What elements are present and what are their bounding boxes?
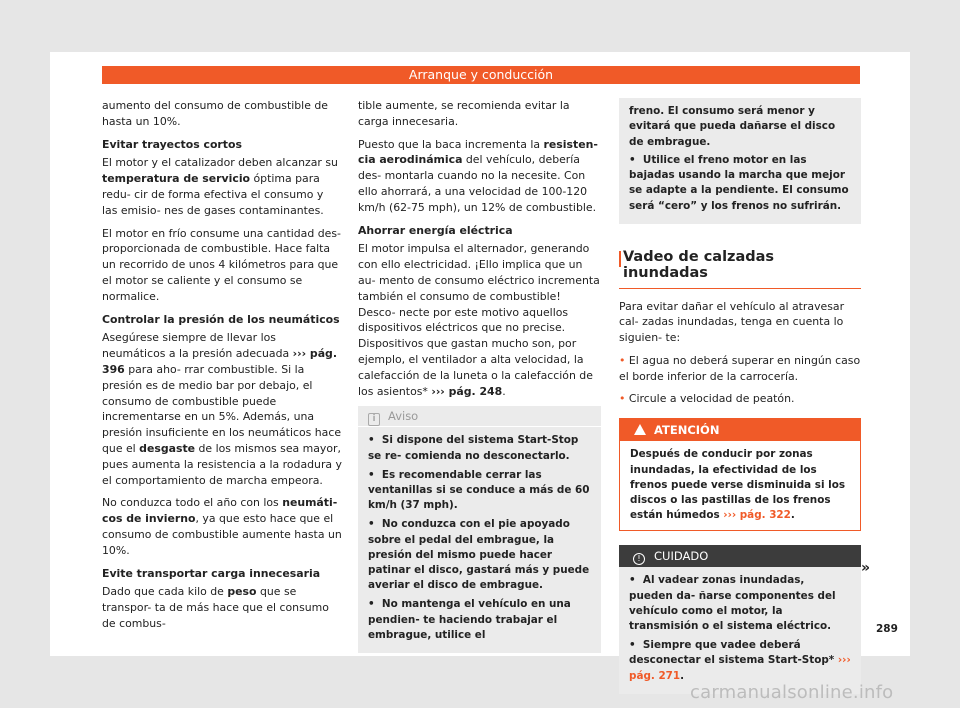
text: El motor y el catalizador deben alcanzar su bbox=[102, 156, 338, 170]
list-item bbox=[368, 597, 591, 643]
subheading-short-trips: Evitar trayectos cortos bbox=[102, 137, 242, 151]
page-reference-link[interactable]: ››› pág. 396 bbox=[102, 347, 337, 376]
caution-circle-icon: ! bbox=[633, 553, 645, 565]
text: No conduzca todo el año con los bbox=[102, 496, 283, 510]
list-item bbox=[368, 433, 591, 463]
bullet-icon: • bbox=[368, 434, 375, 447]
list-item-text: Circule a velocidad de peatón. bbox=[628, 391, 795, 405]
bullet-icon: • bbox=[368, 598, 375, 611]
chapter-header: Arranque y conducción bbox=[102, 66, 860, 84]
list-item-text: Al vadear zonas inundadas, pueden da- ñarse componentes del vehículo como el motor, la transmisión o el sistema eléctrico. bbox=[629, 574, 836, 633]
paragraph: aumento del consumo de combustible de hasta un 10%. bbox=[102, 99, 328, 128]
page-reference-link[interactable]: ››› pág. 322 bbox=[723, 509, 791, 522]
caution-body bbox=[619, 567, 861, 693]
paragraph bbox=[102, 584, 342, 631]
list-item-text: Utilice el freno motor en las bajadas usando la marcha que mejor se adapte a la pendiente. El consumo será “cero” y los frenos no sufrirán. bbox=[629, 153, 849, 212]
paragraph bbox=[102, 155, 342, 218]
bullet-icon: • bbox=[368, 468, 375, 481]
note-body bbox=[358, 427, 601, 653]
list-item bbox=[629, 638, 851, 684]
paragraph: tible aumente, se recomienda evitar la carga innecesaria. bbox=[358, 99, 570, 128]
bold-text: desgaste bbox=[139, 441, 196, 455]
subheading-tire-pressure: Controlar la presión de los neumáticos bbox=[102, 312, 340, 326]
list-item-text: Si dispone del sistema Start-Stop se re- comienda no desconectarlo. bbox=[368, 434, 579, 462]
warning-title: ATENCIÓN bbox=[654, 423, 720, 438]
text: del vehículo, debería des- montarla cuando no la necesite. Con ello ahorrará, a una velocidad de 100-120 km/h (62-75 mph), un 12% de combustible. bbox=[358, 153, 597, 214]
watermark: carmanualsonline.info bbox=[690, 682, 894, 703]
note-header bbox=[358, 406, 601, 427]
subheading-unnecessary-load: Evite transportar carga innecesaria bbox=[102, 566, 321, 580]
info-icon: i bbox=[368, 413, 380, 426]
column-2 bbox=[358, 98, 601, 653]
column-3 bbox=[619, 98, 861, 694]
list-item bbox=[629, 153, 851, 214]
caution-title: CUIDADO bbox=[654, 549, 709, 564]
paragraph: El motor en frío consume una cantidad des- proporcionada de combustible. Hace falta un recorrido de unos 4 kilómetros para que el motor se caliente y el consumo se normalice. bbox=[102, 226, 341, 303]
bullet-icon: • bbox=[619, 391, 626, 405]
paragraph bbox=[102, 330, 342, 488]
text: Puesto que la baca incrementa la bbox=[358, 137, 544, 151]
text: para aho- rrar combustible. Si la presión es de medio bar por debajo, el consumo de combustible puede incrementarse en un 5%. Además, una presión insuficiente en los neumáticos hace que el bbox=[102, 362, 342, 455]
warning-body bbox=[620, 441, 860, 530]
bullet-icon: • bbox=[368, 518, 375, 531]
paragraph bbox=[358, 241, 601, 399]
list-item-text: Es recomendable cerrar las ventanillas si se conduce a más de 60 km/h (37 mph). bbox=[368, 468, 590, 512]
list-item bbox=[368, 517, 591, 593]
text: óptima para redu- cir de forma efectiva el consumo y las emisio- nes de gases contaminantes. bbox=[102, 172, 324, 217]
bold-text: neumáti- cos de invierno bbox=[102, 496, 338, 526]
list-item bbox=[619, 391, 861, 407]
column-1 bbox=[102, 98, 342, 639]
section-title: Vadeo de calzadas inundadas bbox=[619, 250, 861, 289]
list-item-text: No mantenga el vehículo en una pendien- te haciendo trabajar el embrague, utilice el bbox=[368, 598, 571, 641]
warning-triangle-icon bbox=[634, 424, 646, 435]
bold-text: resisten- cia aerodinámica bbox=[358, 137, 598, 167]
bold-text: temperatura de servicio bbox=[102, 172, 251, 186]
bullet-icon: • bbox=[619, 354, 626, 368]
paragraph bbox=[102, 495, 342, 558]
bullet-icon: • bbox=[629, 639, 636, 652]
warning-box bbox=[619, 418, 861, 531]
note-title: Aviso bbox=[388, 409, 419, 424]
list-item bbox=[629, 573, 851, 634]
page-reference-link[interactable]: ››› pág. 248 bbox=[431, 384, 503, 398]
list-item-text: Siempre que vadee deberá desconectar el sistema Start-Stop* bbox=[629, 639, 838, 667]
text: Dado que cada kilo de bbox=[102, 585, 228, 599]
text: . bbox=[502, 384, 506, 398]
caution-box bbox=[619, 545, 861, 693]
list-item-text: El agua no deberá superar en ningún caso el borde inferior de la carrocería. bbox=[619, 354, 861, 383]
bullet-icon: • bbox=[629, 153, 636, 166]
continue-mark: » bbox=[861, 560, 871, 576]
text: . bbox=[680, 669, 685, 682]
text: Después de conducir por zonas inundadas, la efectividad de los frenos puede verse disminuida si los discos o las pastillas de los frenos están húmedos bbox=[630, 448, 846, 522]
paragraph: Para evitar dañar el vehículo al atravesar cal- zadas inundadas, tenga en cuenta lo siguien- te: bbox=[619, 299, 845, 345]
bold-text: peso bbox=[227, 585, 257, 599]
bullet-icon: • bbox=[629, 574, 636, 587]
page-reference-link[interactable]: ››› pág. 271 bbox=[629, 654, 851, 682]
text: El motor impulsa el alternador, generando con ello electricidad. ¡Ello implica que un au- mento de consumo eléctrico incrementa también el consumo de combustible! Desco- necte por este motivo aquellos dispositivos eléctricos que no precise. Dispositivos que gastan mucho son, por ejemplo, el ventilador a alta velocidad, la calefacción de la luneta o la calefacción de los asientos* bbox=[358, 242, 600, 398]
text: , ya que esto hace que el consumo de combustible aumente hasta un 10%. bbox=[102, 512, 342, 557]
text: de los mismos sea mayor, pues aumenta la resistencia a la rodadura y el comportamiento de marcha empeora. bbox=[102, 441, 342, 487]
text: que se transpor- ta de más hace que el consumo de combus- bbox=[102, 585, 329, 630]
page-number: 289 bbox=[876, 623, 898, 635]
note-box bbox=[358, 406, 601, 653]
paragraph bbox=[358, 137, 601, 216]
text: Asegúrese siempre de llevar los neumáticos a la presión adecuada bbox=[102, 331, 293, 361]
subheading-save-electricity: Ahorrar energía eléctrica bbox=[358, 223, 513, 237]
warning-header bbox=[620, 419, 860, 441]
note-box-continued bbox=[619, 98, 861, 224]
list-item bbox=[368, 468, 591, 514]
list-item bbox=[619, 353, 861, 385]
list-item-text: freno. El consumo será menor y evitará que pueda dañarse el disco de embrague. bbox=[629, 105, 836, 148]
list-item-text: No conduzca con el pie apoyado sobre el pedal del embrague, la presión del mismo puede hacer patinar el disco, gastará más y puede averiar el disco de embrague. bbox=[368, 518, 590, 592]
text: . bbox=[790, 509, 795, 522]
caution-header bbox=[619, 545, 861, 567]
